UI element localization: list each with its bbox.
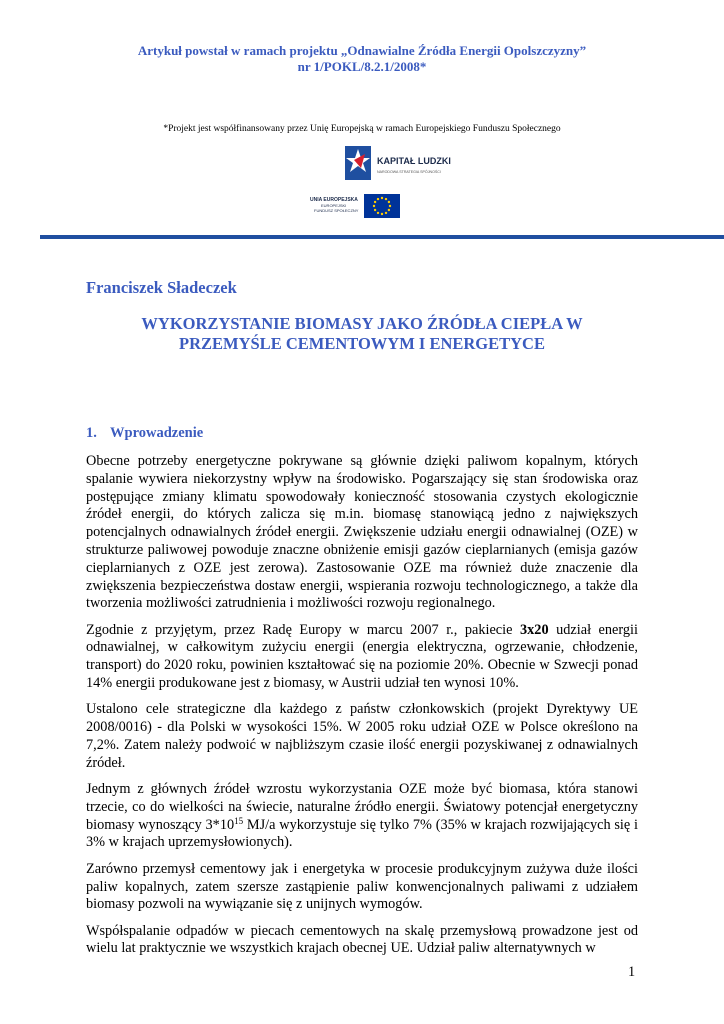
paragraph-1: Obecne potrzeby energetyczne pokrywane są głównie dzięki paliwom kopalnym, których spalanie wywiera niekorzystny wpływ na środowisko. Pogarszający się stan środowiska oraz postępujące zmiany klimatu spowodowały konieczność stosowania czystych ekologicznie źródeł energii, do których zalicza się m.in. biomasę stanowiącą jedno z największych potencjalnych odnawialnych źródeł energii. Zwiększenie udziału energii odnawialnej (OZE) w strukturze paliwowej powoduje znaczne obniżenie emisji gazów cieplarnianych (emisja gazów cieplarnianych z OZE jest zerowa). Zastosowanie OZE ma również duże znaczenie dla zwiększenia bezpieczeństwa dostaw energii, wspierania rozwoju technologicznego, a także dla tworzenia możliwości zatrudnienia i możliwości rozwoju regionalnego. <box>86 453 638 612</box>
paragraph-4 <box>86 781 638 852</box>
section-heading <box>86 424 203 442</box>
paragraph-5: Zarówno przemysł cementowy jak i energetyka w procesie produkcyjnym zużywa duże ilości paliw kopalnych, zatem szersze zastąpienie paliw konwencjonalnych paliwami z udziałem biomasy pozwoli na wywiązanie się z unijnych wymogów. <box>86 860 638 913</box>
p4-text-a: Jednym z głównych źródeł wzrostu wykorzystania OZE może być biomasa, która stanowi trzecie, co do wielkości na świecie, naturalne źródło energii. Światowy potencjał energetyczny biomasy wynoszący 3*10 <box>86 781 638 833</box>
unia-europejska-logo <box>306 192 402 220</box>
p2-text-a: Zgodnie z przyjętym, przez Radę Europy w marcu 2007 r., pakiecie <box>86 621 520 638</box>
kl-title: KAPITAŁ LUDZKI <box>377 156 451 166</box>
paragraph-2 <box>86 622 638 693</box>
kapital-ludzki-logo <box>345 144 475 186</box>
paragraph-6: Współspalanie odpadów w piecach cementowych na skalę przemysłową prowadzone jest od wielu lat praktycznie we wszystkich krajach obecnej UE. Udział paliw alternatywnych w <box>86 922 638 957</box>
p2-bold-package: 3x20 <box>520 621 549 638</box>
page-number: 1 <box>628 964 636 980</box>
p4-text-b: MJ/a wykorzystuje się tylko 7% (35% w krajach rozwijających się i 3% w krajach uprzemysłowionych). <box>86 816 639 851</box>
paragraph-3: Ustalono cele strategiczne dla każdego z państw członkowskich (projekt Dyrektywy UE 2008/0016) - dla Polski w wysokości 15%. W 2005 roku udział OZE w Polsce określono na 7,2%. Zatem należy podwoić w najbliższym czasie ilość energii pozyskiwanej z odnawialnych źródeł. <box>86 701 638 771</box>
header-line-1: Artykuł powstał w ramach projektu „Odnawialne Źródła Energii Opolszczyzny” <box>137 43 587 58</box>
section-number: 1. <box>86 425 97 441</box>
p4-exponent: 15 <box>234 815 244 826</box>
header-divider <box>40 235 724 239</box>
p2-text-b: udział energii odnawialnej, w całkowitym zużyciu energii (energia elektryczna, ogrzewanie, chłodzenie, transport) do 2020 roku, powinien kształtować się na poziomie 20%. Obecnie w Szwecji ponad 14% energii produkowane jest z biomasy, w Austrii udział ten wynosi 10%. <box>86 621 638 692</box>
section-title: Wprowadzenie <box>110 425 204 441</box>
kl-subtitle: NARODOWA STRATEGIA SPÓJNOŚCI <box>377 170 441 174</box>
article-title-line-1: WYKORZYSTANIE BIOMASY JAKO ŹRÓDŁA CIEPŁA W <box>141 314 583 333</box>
article-title-line-2: PRZEMYŚLE CEMENTOWYM I ENERGETYCE <box>179 334 545 353</box>
ue-line-3: FUNDUSZ SPOŁECZNY <box>314 208 359 213</box>
author-name: Franciszek Sładeczek <box>86 278 237 297</box>
ue-line-1: UNIA EUROPEJSKA <box>310 197 358 203</box>
article-body <box>86 453 638 967</box>
cofinancing-note: *Projekt jest współfinansowany przez Unię Europejską w ramach Europejskiego Funduszu Społecznego <box>163 124 561 134</box>
header-line-2: nr 1/POKL/8.2.1/2008* <box>297 59 427 74</box>
ue-line-2: EUROPEJSKI <box>321 203 347 208</box>
